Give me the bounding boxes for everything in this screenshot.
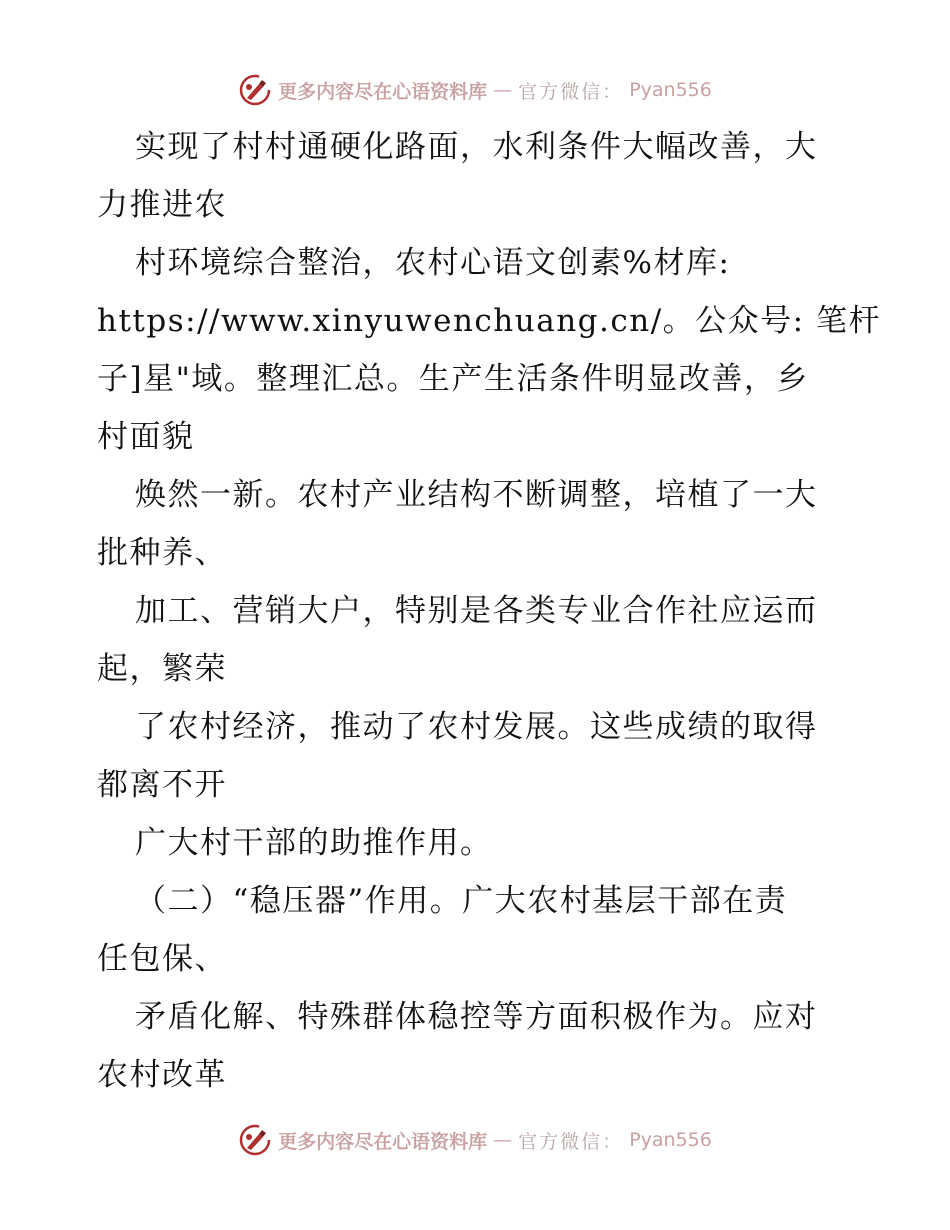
watermark-separator: — [493, 1129, 513, 1151]
body-line: （二）“稳压器”作用。广大农村基层干部在责 [135, 883, 788, 919]
watermark-wechat-id: Pyan556 [629, 1129, 712, 1151]
body-line: 起，繁荣 [97, 651, 227, 687]
watermark-separator: — [493, 79, 513, 101]
body-line: 焕然一新。农村产业结构不断调整，培植了一大 [135, 477, 818, 513]
body-line: 都离不开 [97, 767, 227, 803]
watermark-wechat-label: 官方微信： [518, 1130, 624, 1153]
watermark-text: 更多内容尽在心语资料库 [278, 1130, 488, 1153]
pen-logo-icon [238, 1123, 272, 1157]
body-line: 广大村干部的助推作用。 [135, 825, 493, 861]
watermark-text: 更多内容尽在心语资料库 [278, 80, 488, 103]
footer-watermark [0, 1120, 950, 1160]
body-line: 了农村经济，推动了农村发展。这些成绩的取得 [135, 709, 818, 745]
document-body [97, 118, 881, 1104]
body-line: 村环境综合整治，农村心语文创素%材库: [135, 245, 731, 281]
body-line: 子]星"域。整理汇总。生产生活条件明显改善，乡 [97, 361, 809, 397]
body-line: 批种养、 [97, 535, 227, 571]
body-line: https://www.xinyuwenchuang.cn/。公众号: 笔杆 [97, 303, 881, 339]
header-watermark [0, 70, 950, 110]
watermark-wechat-id: Pyan556 [629, 79, 712, 101]
body-line: 任包保、 [97, 941, 227, 977]
pen-logo-icon [238, 73, 272, 107]
body-line: 实现了村村通硬化路面，水利条件大幅改善，大 [135, 129, 818, 165]
watermark-wechat-label: 官方微信： [518, 80, 624, 103]
body-line: 矛盾化解、特殊群体稳控等方面积极作为。应对 [135, 999, 818, 1035]
body-line: 村面貌 [97, 419, 195, 455]
body-line: 力推进农 [97, 187, 227, 223]
body-line: 加工、营销大户，特别是各类专业合作社应运而 [135, 593, 818, 629]
body-line: 农村改革 [97, 1057, 227, 1093]
